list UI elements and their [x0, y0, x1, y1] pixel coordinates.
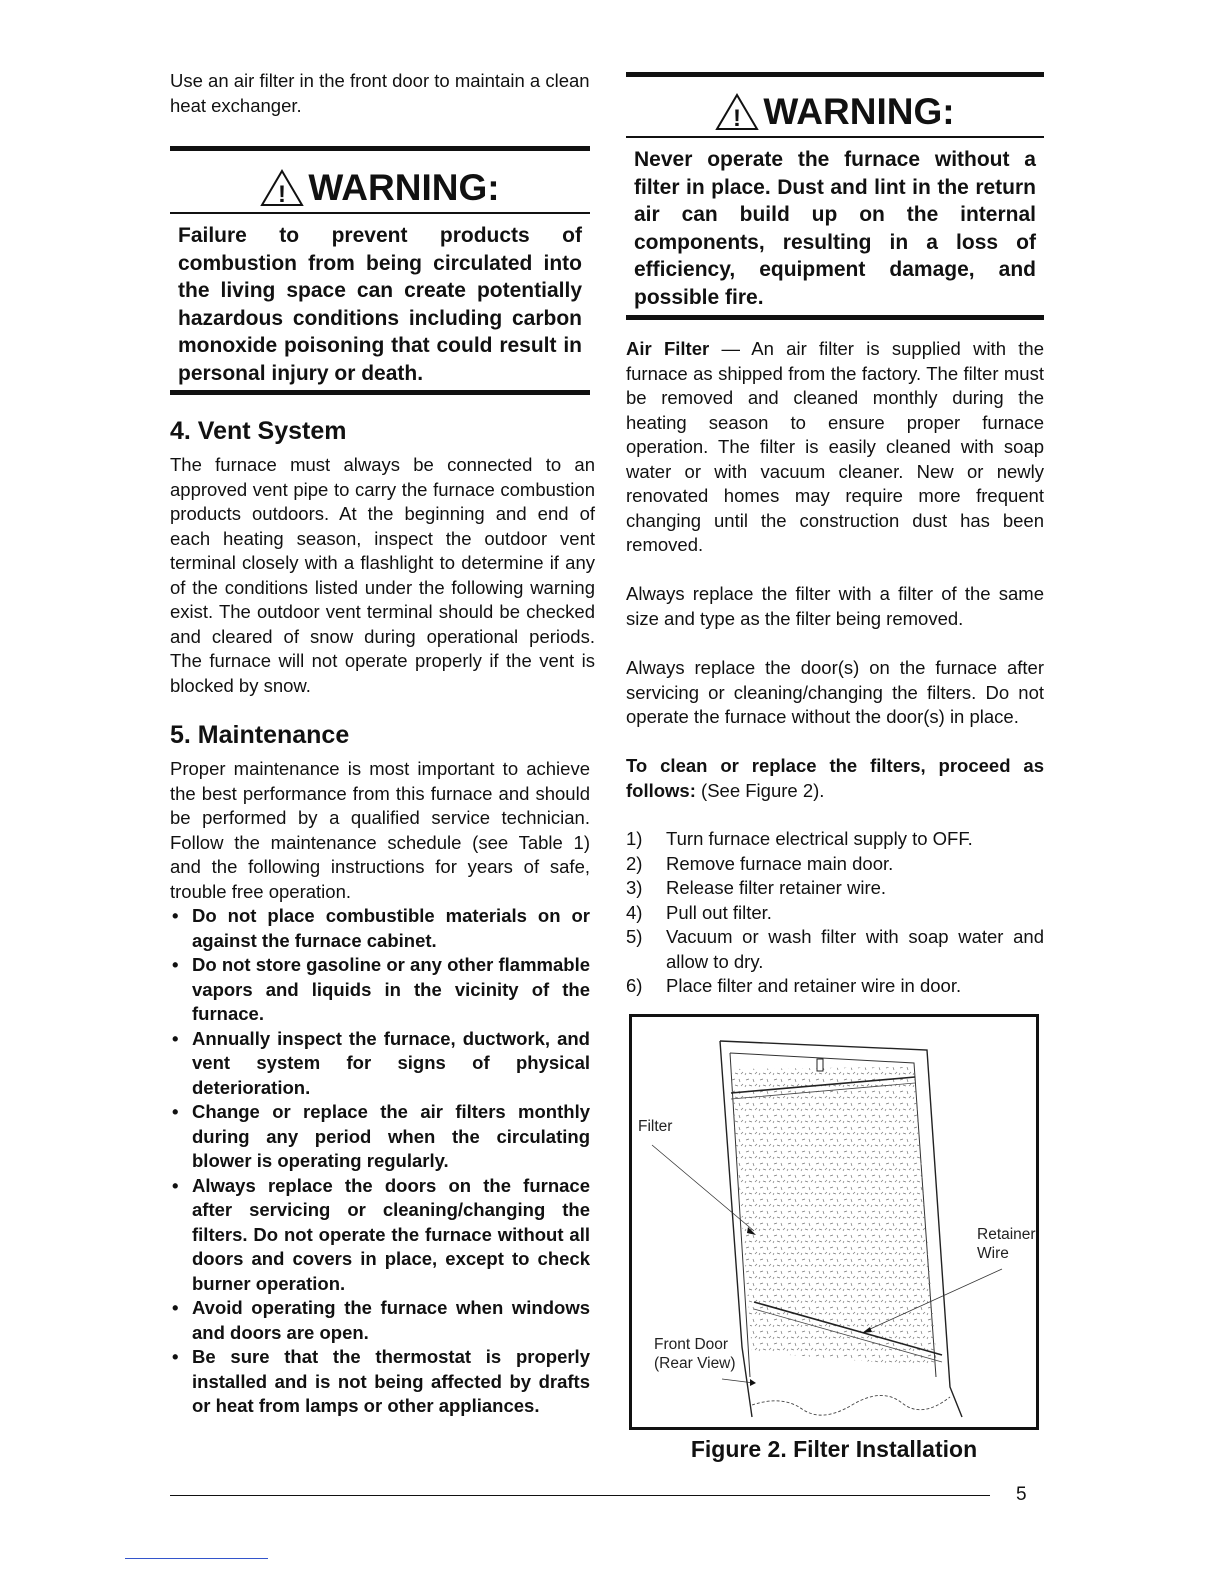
- warning-title-rule: [170, 212, 590, 214]
- step-text: Turn furnace electrical supply to OFF.: [666, 828, 973, 849]
- list-item: [626, 925, 1044, 974]
- warning-triangle-icon: [260, 169, 304, 207]
- warning-title-rule: [626, 136, 1044, 138]
- step-number: 5): [626, 926, 643, 947]
- vent-system-paragraph: The furnace must always be connected to an approved vent pipe to carry the furnace combustion products outdoors. At the beginning and end of each heating season, inspect the outdoor vent terminal closely with a flashlight to determine if any of the conditions listed under the following warning exist. The outdoor vent terminal should be checked and cleared of snow during operational periods. The furnace will not operate properly if the vent is blocked by snow.: [170, 454, 595, 696]
- intro-paragraph: Use an air filter in the front door to maintain a clean heat exchanger.: [170, 70, 590, 116]
- svg-text:!: !: [733, 105, 742, 131]
- list-item: [626, 876, 1044, 901]
- front-door-label-line2: (Rear View): [654, 1355, 736, 1372]
- footer-rule: [170, 1495, 990, 1496]
- retainer-label-line1: Retainer: [977, 1226, 1036, 1243]
- air-filter-paragraph: [626, 337, 1044, 558]
- list-item: [626, 974, 1044, 999]
- step-number: 2): [626, 852, 643, 874]
- step-text: Pull out filter.: [666, 901, 772, 923]
- warning-triangle-icon: [715, 93, 759, 131]
- list-item: • Change or replace the air filters monthly during any period when the circulating blower is operating regularly.: [170, 1100, 590, 1174]
- maintenance-heading: 5. Maintenance: [170, 721, 350, 749]
- air-filter-label: Air Filter: [626, 338, 710, 359]
- warning-title-text: WARNING:: [763, 91, 955, 132]
- vent-system-heading: 4. Vent System: [170, 417, 347, 445]
- filter-steps-list: [626, 827, 1044, 999]
- step-text: Vacuum or wash filter with soap water and allow to dry.: [666, 926, 1044, 972]
- step-text: Remove furnace main door.: [666, 852, 894, 874]
- clean-filters-ref: (See Figure 2).: [695, 779, 825, 801]
- step-number: 1): [626, 828, 643, 849]
- step-number: 4): [626, 901, 643, 923]
- warning-text: Never operate the furnace without a filter in place. Dust and lint in the return air can build up on the internal components, resulting in a loss of efficiency, equipment damage, and possible fire.: [634, 148, 1036, 309]
- step-number: 6): [626, 975, 643, 996]
- filter-label: Filter: [638, 1118, 673, 1135]
- warning-title: [170, 168, 590, 208]
- list-item: • Avoid operating the furnace when windows and doors are open.: [170, 1296, 590, 1345]
- list-item: • Always replace the doors on the furnace after servicing or cleaning/changing the filters. Do not operate the furnace without all doors and covers in place, except to check burner operation.: [170, 1174, 590, 1297]
- clean-filters-paragraph: [626, 754, 1044, 803]
- warning-bottom-rule: [170, 390, 590, 395]
- svg-text:!: !: [278, 181, 287, 207]
- maintenance-bullet-list: [170, 904, 590, 1419]
- warning-top-rule: [170, 146, 590, 151]
- list-item: • Be sure that the thermostat is properly installed and is not being affected by drafts or heat from lamps or other appliances.: [170, 1345, 590, 1419]
- clean-filters-lead: To clean or replace the filters, proceed as follows:: [626, 755, 1044, 801]
- list-item: [626, 827, 1044, 852]
- front-door-label-line1: Front Door: [654, 1336, 729, 1353]
- list-item: [626, 852, 1044, 877]
- list-item: • Do not place combustible materials on or against the furnace cabinet.: [170, 904, 590, 953]
- list-item: [626, 901, 1044, 926]
- step-text: Place filter and retainer wire in door.: [666, 975, 962, 996]
- maintenance-paragraph: Proper maintenance is most important to achieve the best performance from this furnace and should be performed by a qualified service technician. Follow the maintenance schedule (see Table 1) and the following instructions for years of safe, trouble free operation.: [170, 758, 590, 902]
- replace-doors-paragraph: Always replace the door(s) on the furnace after servicing or cleaning/changing the filters. Do not operate the furnace without the door(s) in place.: [626, 657, 1044, 727]
- warning-title: [626, 92, 1044, 132]
- warning-bottom-rule: [626, 315, 1044, 320]
- page-number: 5: [1016, 1484, 1027, 1505]
- step-text: Release filter retainer wire.: [666, 877, 887, 898]
- scan-underline-mark: [125, 1558, 268, 1559]
- air-filter-text: — An air filter is supplied with the furnace as shipped from the factory. The filter must be removed and cleaned monthly during the heating season to ensure proper furnace operation. The filter is easily cleaned with soap water or with vacuum cleaner. New or newly renovated homes may require more frequent changing until the construction dust has been removed.: [626, 338, 1044, 555]
- warning-title-text: WARNING:: [308, 167, 500, 208]
- list-item: • Annually inspect the furnace, ductwork, and vent system for signs of physical deterioration.: [170, 1027, 590, 1101]
- step-number: 3): [626, 877, 643, 898]
- warning-box-combustion: [170, 146, 590, 387]
- filter-installation-figure: [629, 1014, 1039, 1430]
- replace-filter-paragraph: Always replace the filter with a filter of the same size and type as the filter being removed.: [626, 583, 1044, 629]
- warning-text: Failure to prevent products of combustion from being circulated into the living space can create potentially hazardous conditions including carbon monoxide poisoning that could result in personal injury or death.: [178, 224, 582, 385]
- retainer-label-line2: Wire: [977, 1245, 1009, 1262]
- warning-box-filter: [626, 72, 1044, 311]
- list-item: • Do not store gasoline or any other flammable vapors and liquids in the vicinity of the furnace.: [170, 953, 590, 1027]
- warning-top-rule: [626, 72, 1044, 77]
- figure-caption: Figure 2. Filter Installation: [690, 1436, 978, 1462]
